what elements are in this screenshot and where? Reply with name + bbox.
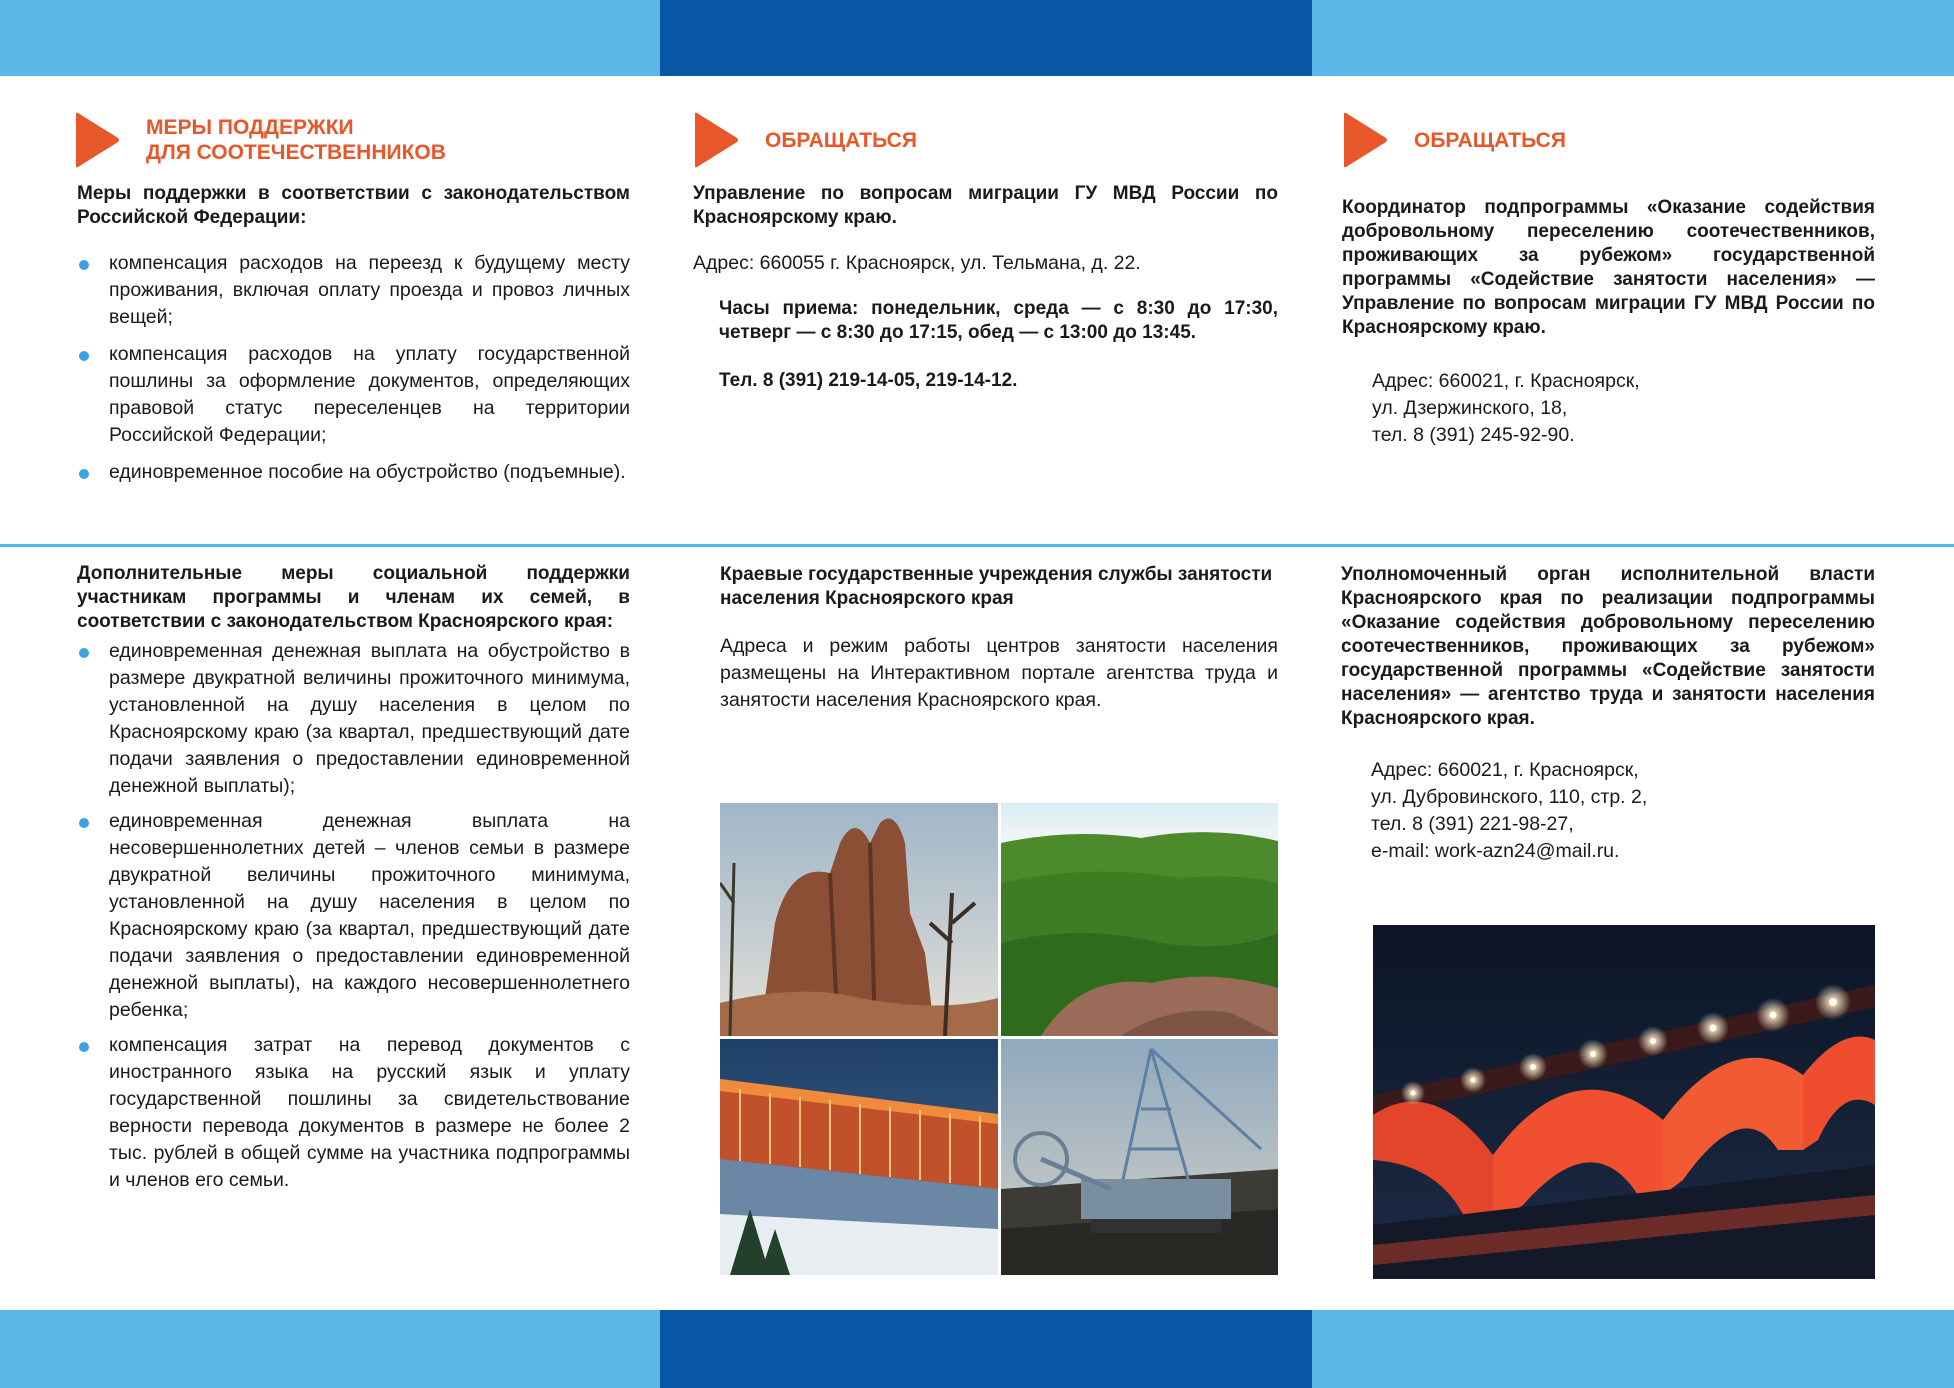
col1-intro: Меры поддержки в соответствии с законодательством Российской Федерации:: [77, 183, 630, 228]
bullet-item: компенсация затрат на перевод документов с иностранного языка на русский язык и уплату государственной пошлины за свидетельствование верности перевода документов в размере не более 2 тыс. рублей в общей сумме на участника подпрограммы и членов его семьи.: [77, 1032, 630, 1194]
bottom-bar-right: [1312, 1310, 1954, 1388]
col2-hours: Часы приема: понедельник, среда — с 8:30 до 17:30, четверг — с 8:30 до 17:15, обед — с 13:00 до 13:45.: [719, 298, 1278, 343]
col3-address: Адрес: 660021, г. Красноярск, ул. Дзержинского, 18, тел. 8 (391) 245-92-90.: [1372, 370, 1640, 446]
top-color-bar: [0, 0, 1954, 76]
bullet-item: компенсация расходов на переезд к будущему месту проживания, включая оплату проезда и провоз личных вещей;: [77, 250, 630, 331]
play-arrow-icon: [74, 112, 120, 168]
col2-phone: Тел. 8 (391) 219-14-05, 219-14-12.: [719, 370, 1018, 391]
col2-org: Управление по вопросам миграции ГУ МВД России по Красноярскому краю.: [693, 183, 1278, 228]
col2-address: Адрес: 660055 г. Красноярск, ул. Тельмана, д. 22.: [693, 252, 1141, 274]
bullet-item: компенсация расходов на уплату государственной пошлины за оформление документов, определяющих правовой статус переселенцев на территории Российской Федерации;: [77, 341, 630, 449]
col3-bottom-block: [1341, 563, 1875, 865]
col2-heading: [693, 112, 917, 168]
col3-top-block: [1342, 196, 1875, 449]
section-divider: [0, 544, 1954, 547]
photo-taiga-forest: [1001, 803, 1278, 1036]
col2-heading-text: ОБРАЩАТЬСЯ: [765, 128, 917, 152]
play-arrow-icon: [693, 112, 739, 168]
top-bar-center: [660, 0, 1312, 76]
bullet-item: единовременная денежная выплата на обустройство в размере двукратной величины прожиточного минимума, установленной на душу населения в целом по Красноярскому краю (за квартал, предшествующий дате подачи заявления о предоставлении единовременной денежной выплаты);: [77, 638, 630, 800]
bullet-item: единовременная денежная выплата на несовершеннолетних детей – членов семьи в размере двукратной величины прожиточного минимума, установленной на душу населения в целом по Красноярскому краю (за квартал, предшествующий дате подачи заявления о предоставлении единовременной денежной выплаты), на каждого несовершеннолетнего ребенка;: [77, 808, 630, 1024]
photo-night-bridge: [1373, 925, 1875, 1279]
bottom-bar-left: [0, 1310, 660, 1388]
col1-heading-text: МЕРЫ ПОДДЕРЖКИ ДЛЯ СООТЕЧЕСТВЕННИКОВ: [146, 116, 446, 164]
top-bar-right: [1312, 0, 1954, 76]
col1-extra-list: [77, 638, 630, 1194]
bottom-color-bar: [0, 1310, 1954, 1388]
col2-bottom-block: [720, 563, 1278, 714]
col3-address2: Адрес: 660021, г. Красноярск, ул. Дубровинского, 110, стр. 2, тел. 8 (391) 221-98-27, e-mail: work-azn24@mail.ru.: [1341, 757, 1875, 865]
email-link[interactable]: e-mail: work-azn24@mail.ru.: [1371, 840, 1620, 862]
col2-info2: Адреса и режим работы центров занятости населения размещены на Интерактивном портале агентства труда и занятости населения Красноярского края.: [720, 635, 1278, 711]
col2-top-block: [693, 182, 1278, 393]
photo-hydro-dam: [720, 1039, 998, 1275]
bullet-item: единовременное пособие на обустройство (подъемные).: [77, 459, 630, 486]
col1-heading: [74, 112, 446, 168]
col1-extra-intro: Дополнительные меры социальной поддержки участникам программы и членам их семей, в соответствии с законодательством Красноярского края:: [77, 563, 630, 632]
col3-authorized: Уполномоченный орган исполнительной власти Красноярского края по реализации подпрограммы «Оказание содействия добровольному переселению соотечественников, проживающих за рубежом» государственной программы «Содействие занятости населения» — агентство труда и занятости населения Красноярского края.: [1341, 564, 1875, 729]
photo-mining-excavator: [1001, 1039, 1278, 1275]
col3-heading: [1342, 112, 1566, 168]
top-bar-left: [0, 0, 660, 76]
col3-heading-text: ОБРАЩАТЬСЯ: [1414, 128, 1566, 152]
col1-top-block: [77, 182, 630, 486]
col1-bottom-block: [77, 562, 630, 1194]
col1-support-list: [77, 250, 630, 486]
col3-coordinator: Координатор подпрограммы «Оказание содействия добровольному переселению соотечественников, проживающих за рубежом» государственной программы «Содействие занятости населения» — Управление по вопросам миграции ГУ МВД России по Красноярскому краю.: [1342, 197, 1875, 338]
photo-stolby-rocks: [720, 803, 998, 1036]
col2-org2: Краевые государственные учреждения службы занятости населения Красноярского края: [720, 564, 1273, 609]
play-arrow-icon: [1342, 112, 1388, 168]
bottom-bar-center: [660, 1310, 1312, 1388]
